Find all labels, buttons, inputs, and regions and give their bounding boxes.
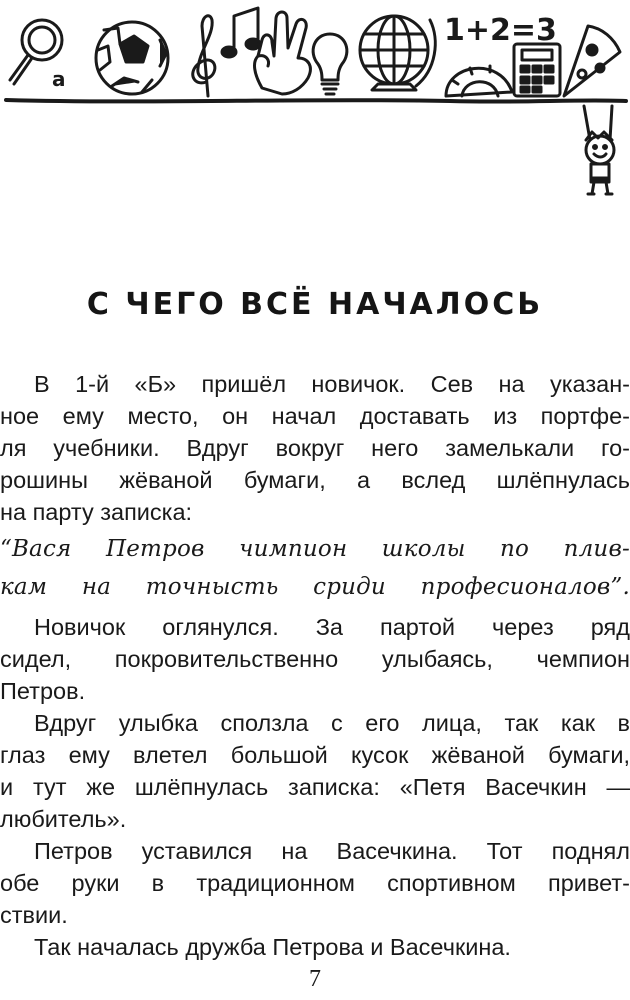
text-line: на парту записка:: [0, 499, 193, 525]
globe-icon: [360, 16, 435, 90]
victory-hand-icon: [255, 12, 311, 94]
protractor-icon: [446, 66, 512, 96]
light-bulb-icon: [313, 34, 347, 94]
treble-clef-icon: [193, 8, 260, 96]
chapter-title: С ЧЕГО ВСЁ НАЧАЛОСЬ: [86, 287, 544, 322]
paragraph-3: [0, 707, 630, 835]
text-line: ное ему место, он начал доставать из портфе-: [0, 403, 630, 429]
text-line: Петров.: [0, 678, 86, 704]
hanging-boy-icon: [584, 106, 614, 194]
text-line: Петров уставился на Васечкина. Тот поднял: [34, 838, 630, 864]
paragraph-2: [0, 611, 630, 707]
calculator-icon: [514, 44, 560, 96]
text-line: В 1-й «Б» пришёл новичок. Сев на указан-: [34, 371, 630, 397]
text-line: глаз ему влетел большой кусок жёваной бумаги,: [0, 742, 630, 768]
text-line: ля учебники. Вдруг вокруг него замелькали го-: [0, 435, 630, 461]
text-line: Вдруг улыбка сползла с его лица, так как в: [34, 710, 630, 736]
paragraph-5: [0, 931, 630, 963]
paragraph-1: [0, 368, 630, 528]
text-line: любитель».: [0, 806, 127, 832]
math-formula: 1+2=3: [444, 13, 557, 48]
header-letter: a: [52, 67, 66, 91]
note-line: “Вася Петров чимпион школы по плив-: [0, 536, 630, 562]
text-line: Новичок оглянулся. За партой через ряд: [34, 614, 630, 640]
text-line: и тут же шлёпнулась записка: «Петя Васечкин —: [0, 774, 630, 800]
shelf-line: [6, 100, 626, 102]
text-line: ствии.: [0, 902, 68, 928]
note-line: кам на точнысть сриди професионалов”.: [0, 574, 630, 600]
text-line: рошины жёваной бумаги, а вслед шлёпнулась: [0, 467, 630, 493]
text-line: Так началась дружба Петрова и Васечкина.: [34, 934, 511, 960]
soccer-ball-icon: [96, 22, 168, 94]
header-illustration: [0, 0, 630, 200]
text-line: обе руки в традиционном спортивном привет-: [0, 870, 630, 896]
handwritten-note: [0, 530, 630, 606]
pizza-slice-icon: [564, 26, 620, 96]
page-number: 7: [309, 966, 321, 992]
text-line: сидел, покровительственно улыбаясь, чемпион: [0, 646, 630, 672]
paragraph-4: [0, 835, 630, 931]
